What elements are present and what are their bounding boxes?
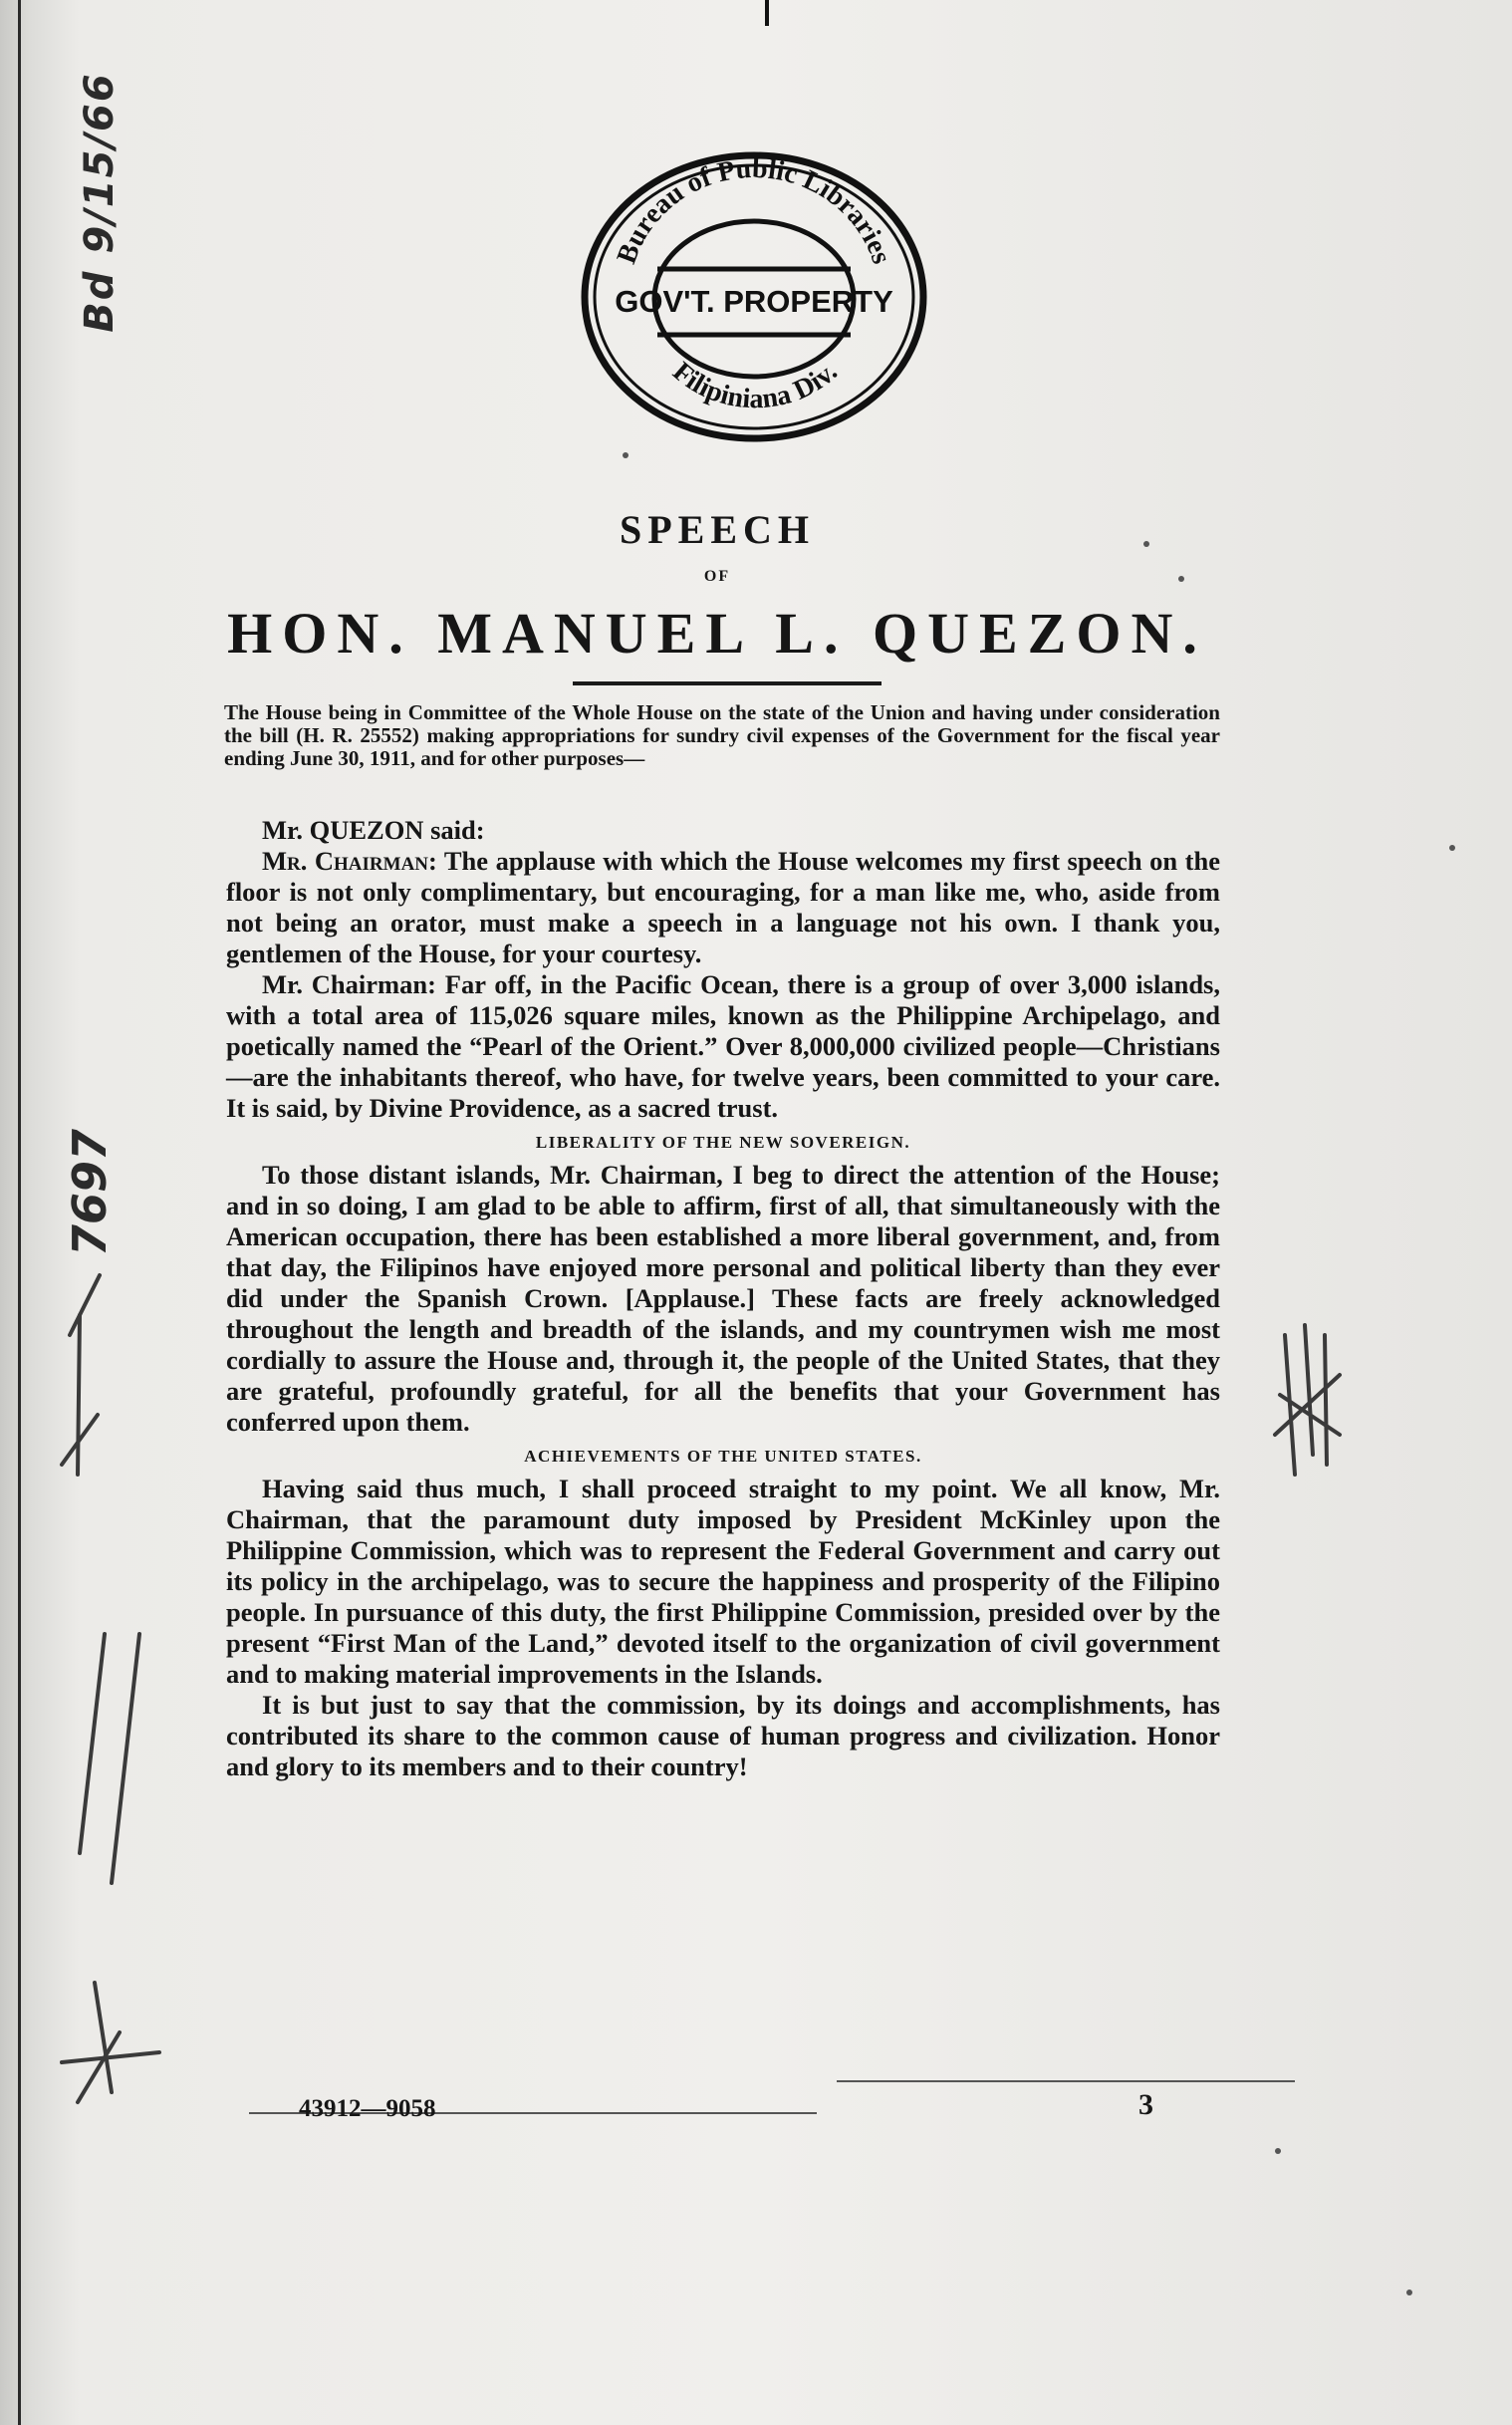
stamp-bottom-text: Filipiniana Div. [666, 356, 844, 415]
page-number: 3 [1138, 2088, 1153, 2121]
pencil-stroke [62, 2052, 159, 2062]
pencil-stroke [1275, 1375, 1340, 1435]
speck [1449, 845, 1455, 851]
pencil-stroke [62, 1415, 98, 1465]
pencil-stroke [1280, 1395, 1340, 1435]
heading-divider [573, 681, 882, 685]
pencil-stroke [95, 1983, 112, 2092]
footer-rule-right [837, 2080, 1295, 2082]
speech-body [226, 815, 1220, 1782]
section-heading-liberality: LIBERALITY OF THE NEW SOVEREIGN. [535, 1133, 911, 1152]
paragraph-5: It is but just to say that the commission, by its doings and accomplishments, has contributed its share to the common cause of human progress and civilization. Honor and glory to its members and to their country! [226, 1690, 1220, 1781]
speaker-intro: Mr. QUEZON said: [262, 815, 485, 845]
paragraph-2: Mr. Chairman: Far off, in the Pacific Ocean, there is a group of over 3,000 islands, with a total area of 115,026 square miles, known as the Philippine Archipelago, and poetically named the “Pearl of the Orient.” Over 8,000,000 civilized people—Christians—are the inhabitants thereof, who have, for twelve years, been committed to your care. It is said, by Divine Providence, as a sacred trust. [226, 969, 1220, 1123]
binding-edge [18, 0, 21, 2425]
pencil-stroke [78, 2032, 120, 2102]
of-heading: OF [703, 568, 731, 585]
preamble-paragraph: The House being in Committee of the Whole House on the state of the Union and having under consideration the bill (H. R. 25552) making appropriations for sundry civil expenses of the Government for the fiscal year ending June 30, 1911, and for other purposes— [224, 700, 1220, 770]
handwritten-accession-number: 7697 [63, 1128, 117, 1257]
pencil-stroke [80, 1634, 105, 1853]
svg-text:Bureau of Public Libraries [612, 153, 897, 268]
speaker-name-heading: HON. MANUEL L. QUEZON. [227, 601, 1207, 666]
pencil-stroke [1285, 1335, 1295, 1475]
pencil-stroke [1325, 1335, 1327, 1465]
handwritten-date-note: Bd 9/15/66 [77, 72, 123, 333]
top-mark [765, 0, 769, 26]
speech-heading: SPEECH [619, 507, 816, 552]
chairman-address: Mr. Chairman [262, 846, 429, 876]
paragraph-1 [226, 846, 1220, 969]
stamp-center-text: GOV'T. PROPERTY [615, 284, 893, 319]
speck [1406, 2290, 1412, 2295]
paragraph-3: To those distant islands, Mr. Chairman, I beg to direct the attention of the House; and in so doing, I am glad to be able to affirm, first of all, that simultaneously with the American occupation, there has been established a more liberal government, and, from that day, the Filipinos have enjoyed more personal and political liberty than they ever did under the Spanish Crown. [Applause.] These facts are freely acknowledged throughout the length and breadth of the islands, and my countrymen wish me most cordially to assure the House and, through it, the people of the United States, that they are grateful, profoundly grateful, for all the benefits that your Government has conferred upon them. [226, 1160, 1220, 1437]
pencil-stroke [78, 1315, 80, 1475]
pencil-stroke [112, 1634, 139, 1883]
speck [1275, 2148, 1281, 2154]
speck [1178, 576, 1184, 582]
speck [623, 452, 629, 458]
section-heading-achievements: ACHIEVEMENTS OF THE UNITED STATES. [524, 1447, 922, 1466]
stamp-top-text: Bureau of Public Libraries [611, 152, 897, 268]
svg-text:Filipiniana Div. [666, 356, 843, 414]
print-code: 43912—9058 [299, 2095, 436, 2122]
paragraph-4: Having said thus much, I shall proceed straight to my point. We all know, Mr. Chairman, that the paramount duty imposed by President McKinley upon the Philippine Commission, which was to represent the Federal Government and carry out its policy in the archipelago, was to secure the happiness and prosperity of the Filipino people. In pursuance of this duty, the first Philippine Commission, presided over by the present “First Man of the Land,” devoted itself to the organization of civil government and to making material improvements in the Islands. [226, 1474, 1220, 1689]
library-stamp [576, 147, 932, 446]
paragraph-1-text: : The applause with which the House welcomes my first speech on the floor is not only complimentary, but encouraging, for a man like me, who, aside from not being an orator, must make a speech in a language not his own. I thank you, gentlemen of the House, for your courtesy. [226, 846, 1220, 968]
pencil-stroke [1305, 1325, 1313, 1455]
speck [1143, 541, 1149, 547]
